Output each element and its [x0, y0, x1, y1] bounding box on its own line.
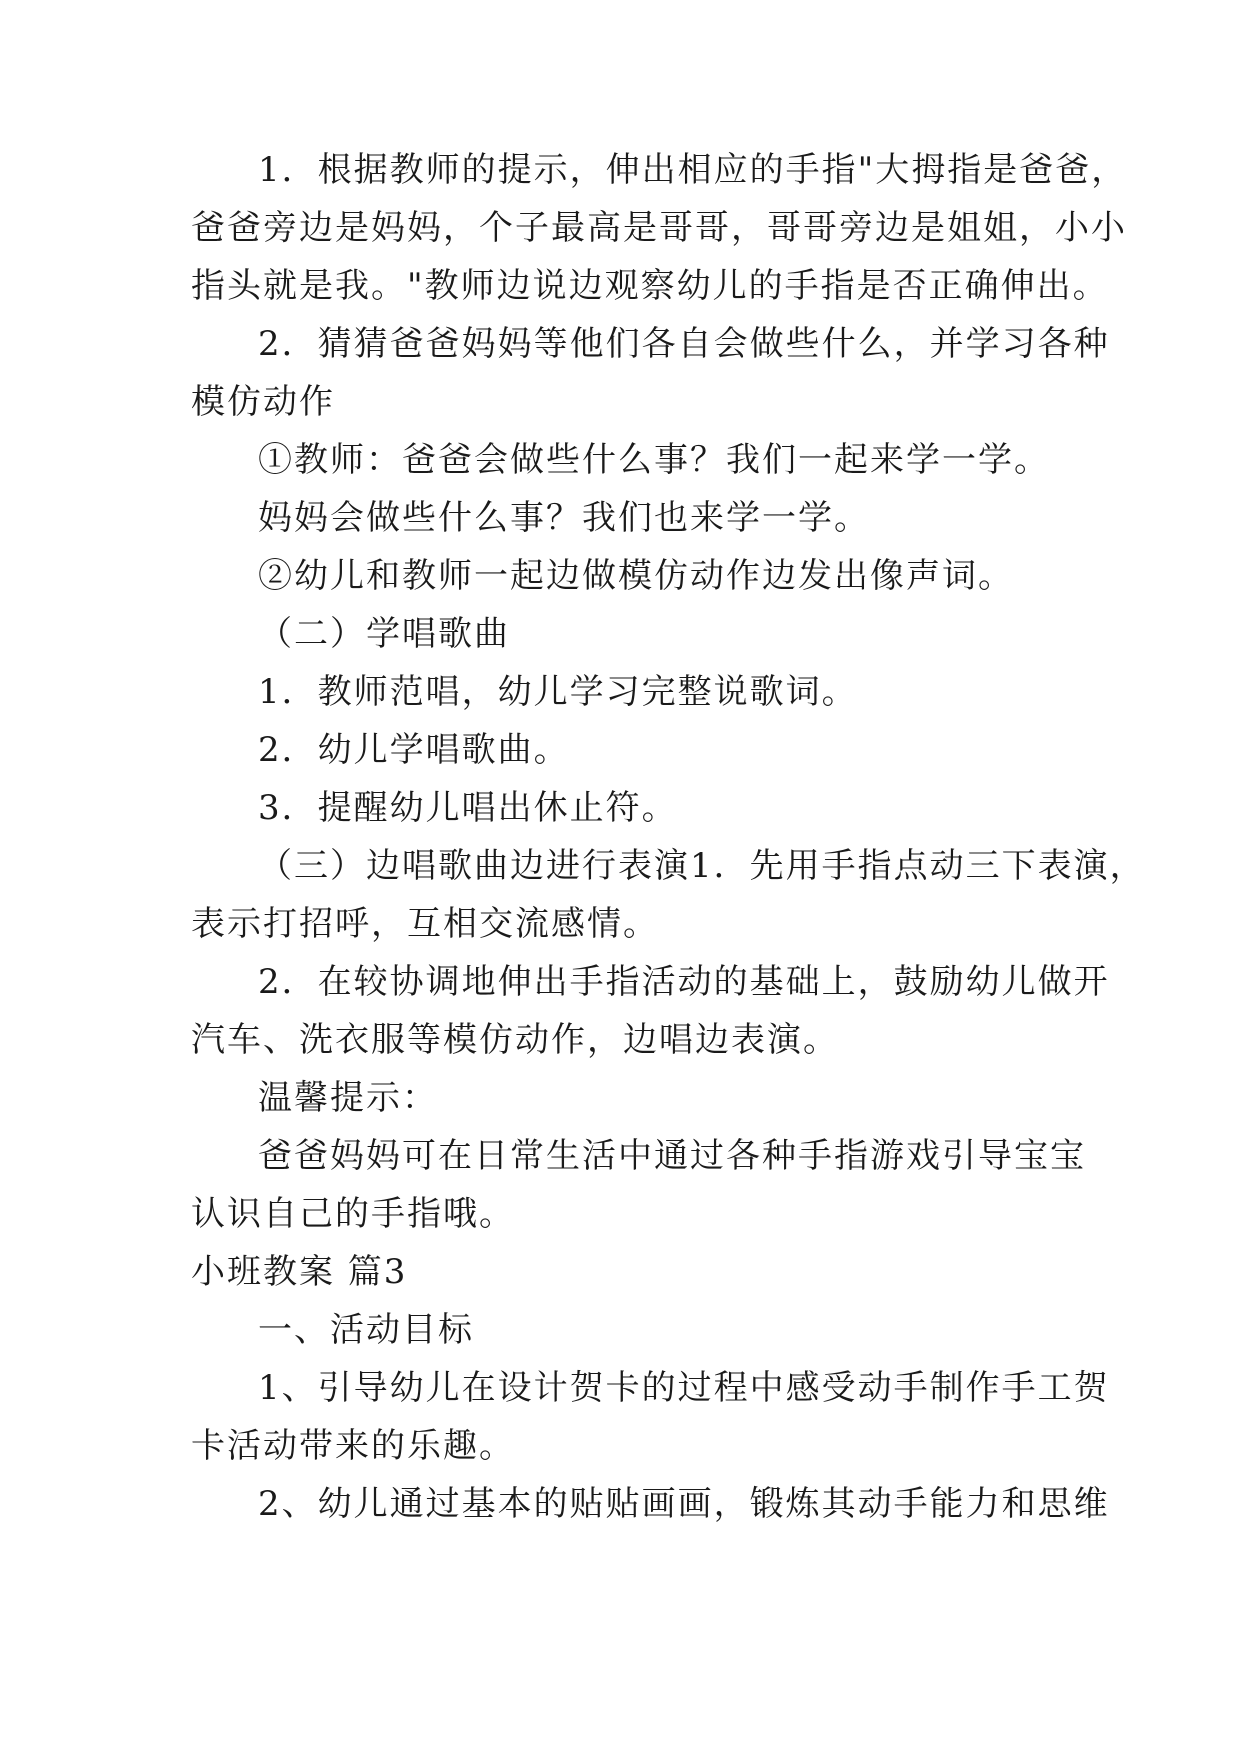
paragraph-line: 1．根据教师的提示，伸出相应的手指"大拇指是爸爸，: [258, 150, 1128, 190]
paragraph-line: ②幼儿和教师一起边做模仿动作边发出像声词。: [258, 556, 1014, 596]
paragraph-line: 2．幼儿学唱歌曲。: [258, 730, 570, 770]
paragraph-line: ①教师：爸爸会做些什么事？我们一起来学一学。: [258, 440, 1050, 480]
paragraph-line: 模仿动作: [191, 382, 335, 422]
paragraph-line: 爸爸旁边是妈妈，个子最高是哥哥，哥哥旁边是姐姐，小小: [191, 208, 1127, 248]
paragraph-line: 爸爸妈妈可在日常生活中通过各种手指游戏引导宝宝: [258, 1136, 1086, 1176]
paragraph-line: 卡活动带来的乐趣。: [191, 1426, 515, 1466]
paragraph-line: 3．提醒幼儿唱出休止符。: [258, 788, 678, 828]
paragraph-line: 指头就是我。"教师边说边观察幼儿的手指是否正确伸出。: [191, 266, 1109, 306]
paragraph-line: 1．教师范唱，幼儿学习完整说歌词。: [258, 672, 858, 712]
paragraph-line: 1、引导幼儿在设计贺卡的过程中感受动手制作手工贺: [258, 1368, 1110, 1408]
paragraph-line: 妈妈会做些什么事？我们也来学一学。: [258, 498, 870, 538]
paragraph-line: 汽车、洗衣服等模仿动作，边唱边表演。: [191, 1020, 839, 1060]
paragraph-line: 认识自己的手指哦。: [191, 1194, 515, 1234]
document-section-title: 小班教案 篇3: [191, 1252, 408, 1292]
paragraph-line: 2．猜猜爸爸妈妈等他们各自会做些什么，并学习各种: [258, 324, 1110, 364]
paragraph-line: 2、幼儿通过基本的贴贴画画，锻炼其动手能力和思维: [258, 1484, 1110, 1524]
paragraph-line: 温馨提示：: [258, 1078, 438, 1118]
paragraph-line: 2．在较协调地伸出手指活动的基础上，鼓励幼儿做开: [258, 962, 1110, 1002]
paragraph-line: 表示打招呼，互相交流感情。: [191, 904, 659, 944]
section-heading: （三）边唱歌曲边进行表演1．先用手指点动三下表演，: [258, 846, 1146, 886]
section-heading: 一、活动目标: [258, 1310, 474, 1350]
section-heading: （二）学唱歌曲: [258, 614, 510, 654]
